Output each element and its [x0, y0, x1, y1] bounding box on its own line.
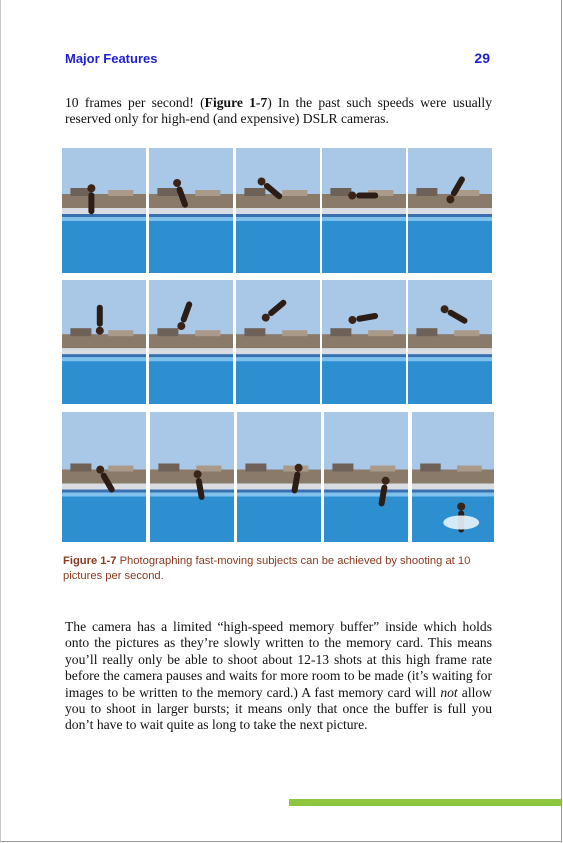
burst-photo: [412, 412, 494, 542]
running-header-title: Major Features: [65, 51, 158, 66]
page-number: 29: [474, 50, 490, 66]
burst-photo: [149, 148, 233, 273]
burst-photo: [322, 280, 406, 404]
burst-photo: [408, 148, 492, 273]
burst-photo: [408, 280, 492, 404]
intro-paragraph: [65, 95, 492, 128]
burst-photo: [324, 412, 408, 542]
burst-photo: [149, 280, 233, 404]
burst-photo: [62, 412, 146, 542]
intro-text-start: 10 frames per second! (: [65, 95, 205, 110]
burst-photo: [236, 148, 320, 273]
burst-photo: [322, 148, 406, 273]
burst-photo-grid: [62, 148, 494, 542]
buffer-text-start: The camera has a limited “high-speed memory buffer” inside which holds onto the pictures as they’re slowly written to the memory card. This means you’ll really only be able to shoot about 12-13 shots at this high frame rate before the camera pauses and waits for more room to be made (it’s waiting for images to be written to the memory card.) A fast memory card will: [65, 619, 492, 700]
intro-text-end: ) In the past such speeds were usually reserved only for high-end (and expensive) DSLR cameras.: [65, 95, 493, 127]
figure-label: Figure 1-7: [63, 555, 117, 567]
burst-photo: [62, 280, 146, 404]
burst-photo: [237, 412, 321, 542]
buffer-text-end: allow you to shoot in larger bursts; it means only that once the buffer is full you don’t have to wait quite as long to take the next picture.: [65, 684, 492, 733]
burst-photo: [62, 148, 146, 273]
figure-caption-text: Photographing fast-moving subjects can be achieved by shooting at 10 pictures per second.: [63, 555, 471, 582]
figure-reference: Figure 1-7: [204, 95, 268, 110]
buffer-paragraph: [65, 619, 492, 734]
figure-caption: [63, 554, 495, 584]
footer-accent-bar: [289, 799, 561, 806]
burst-photo: [236, 280, 320, 404]
emphasis-not: not: [440, 684, 458, 700]
page-edge: [0, 0, 1, 843]
burst-photo: [150, 412, 234, 542]
